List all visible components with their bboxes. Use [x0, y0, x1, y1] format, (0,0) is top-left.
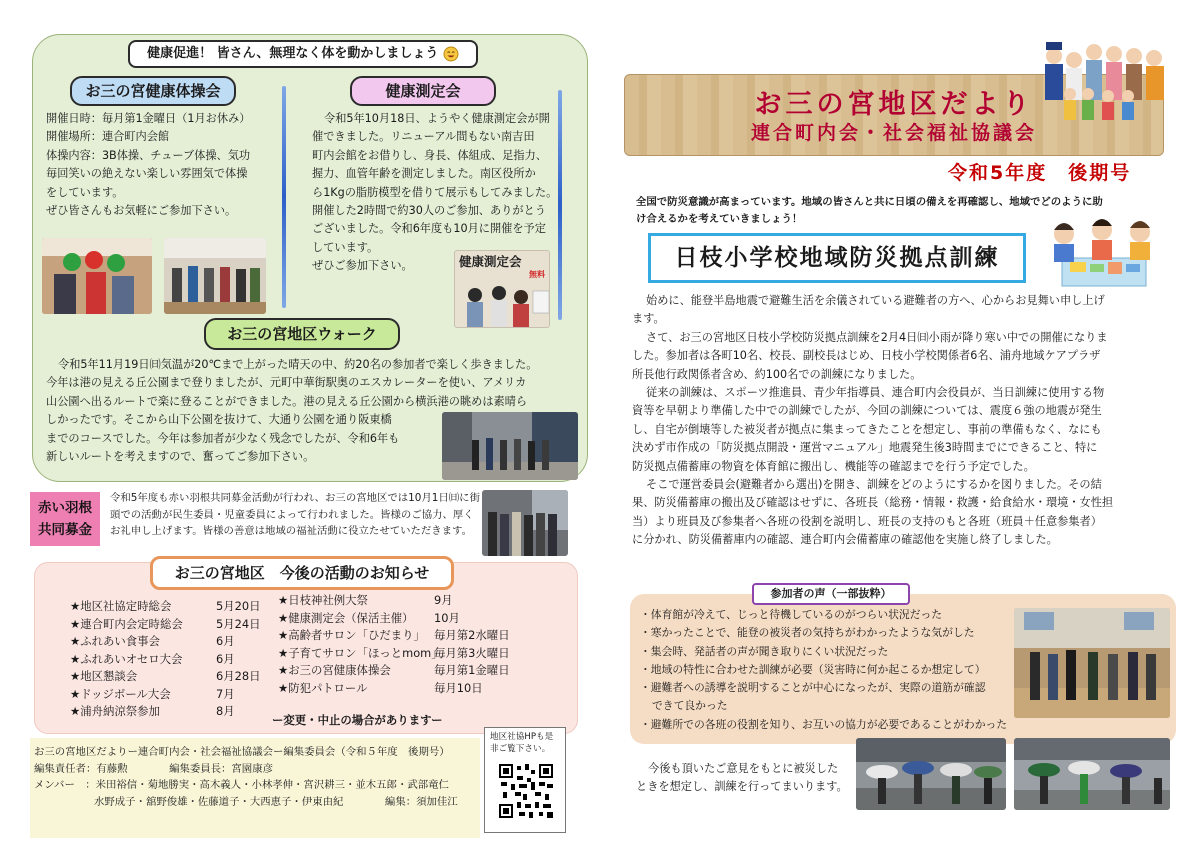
voices-item: ・集会時、発話者の声が聞き取りにくい状況だった: [640, 644, 889, 658]
walk-line: 新しいルートを考えますので、奮ってご参加下さい。: [46, 450, 315, 464]
masthead-subtitle: 連合町内会・社会福祉協議会: [750, 122, 1037, 144]
red-feather-line: お礼申し上げます。皆様の善意は地域の福祉活動に役立たせていただきます。: [110, 525, 473, 538]
schedule-item: ★浦舟納涼祭参加 8月: [70, 704, 235, 718]
qr-caption-line: 地区社協HPも是: [490, 732, 554, 742]
checkup-line: 催できました。リニューアル間もない南吉田: [312, 130, 535, 144]
checkup-photo: [454, 250, 550, 328]
schedule-item: ★連合町内会定時総会 5月24日: [70, 616, 261, 631]
voices-closing-line: ときを想定し、訓練を行ってまいります。: [636, 780, 848, 794]
family-illustration-icon: [1040, 36, 1170, 124]
qr-box: [484, 727, 566, 833]
editorial-line: 水野成子・舘野俊雄・佐藤道子・大西恵子・伊東由紀 編集：須加佳江: [94, 795, 458, 808]
walk-line: 令和5年11月19日㈰気温が20℃まで上がった晴天の中、約20名の参加者で楽しく歩きました。: [58, 358, 538, 371]
editorial-line: お三の宮地区だよりー連合町内会・社会福祉協議会ー編集委員会（令和５年度 後期号）: [34, 746, 450, 758]
health-header: [128, 40, 478, 68]
editorial-line: メンバー ：米田裕信・菊地勝実・高木義人・小林孝伸・宮沢耕三・並木五郎・武部竜仁: [34, 779, 449, 792]
schedule-item: ★高齢者サロン「ひだまり」 毎月第2水曜日: [278, 628, 510, 642]
drill-line: 当）より班員及び参集者へ各班の役割を説明し、班長の支持のもと各班（班員＋任意参集者）: [632, 514, 1102, 528]
schedule-item: ★お三の宮健康体操会 毎月第1金曜日: [278, 663, 510, 677]
drill-line: 資等を早朝より準備した中での訓練でしたが、今回の訓練については、震度６強の地震が発生: [632, 404, 1102, 418]
drill-line: に分かれ、防災備蓄庫内の確認、連合町内会備蓄庫の確認他を実施し終了しました。: [632, 533, 1058, 547]
voices-item: ・地域の特性に合わせた訓練が必要（災害時に何か起こるか想定して）: [640, 662, 986, 676]
drill-line: した。参加者は各町10名、校長、副校長はじめ、日枝小学校関係者6名、浦舟地域ケアプラザ: [632, 349, 1101, 363]
checkup-free-tag: 無料: [529, 270, 545, 279]
red-feather-photo: [482, 490, 568, 556]
schedule-item: ★地区社協定時総会 5月20日: [70, 599, 261, 613]
voices-item: ・寒かったことで、能登の被災者の気持ちがわかったような気がした: [640, 626, 975, 640]
drill-line: ます。: [632, 312, 665, 326]
voices-item: ・体育館が冷えて、じっと待機しているのがつらい状況だった: [640, 608, 943, 621]
exercise-photo-1: [42, 238, 152, 314]
drill-title: 日枝小学校地域防災拠点訓練: [648, 233, 1026, 283]
walk-photo: [442, 412, 578, 480]
divider-line: [282, 86, 286, 308]
drill-line: 決めず市作成の「防災拠点開設・運営マニュアル」地震発生後3時間までにできること、特に: [632, 441, 1098, 455]
drill-line: し、自宅が倒壊等した被災者が拠点に集まってきたことを想定し、事前の準備もなく、なにも: [632, 422, 1102, 436]
masthead-title: お三の宮地区だより: [754, 89, 1034, 120]
walk-line: 山公園へ出るルートで楽に登ることができました。港の見える丘公園から横浜港の眺めは素晴ら: [46, 394, 528, 408]
checkup-line: 握力、血管年齢を測定しました。南区役所か: [312, 167, 536, 181]
editorial-body: [34, 744, 458, 810]
schedule-item: ★地区懇談会 6月28日: [70, 669, 261, 683]
red-feather-label-line: 共同募金: [38, 522, 92, 538]
exercise-line: 開催場所：連合町内会館: [46, 130, 170, 144]
schedule-item: ★ふれあい食事会 6月: [70, 634, 235, 648]
drill-line: 防災拠点備蓄庫の物資を体育館に搬出し、機能等の確認までを行う予定でした。: [632, 459, 1035, 473]
checkup-line: ら1Kgの脂肪模型を借りて展示もしてみました。: [312, 185, 558, 199]
walk-line: までのコースでした。今年は参加者が少なく残念でしたが、令和6年も: [46, 431, 400, 445]
qr-caption: [485, 728, 565, 755]
exercise-title: お三の宮健康体操会: [70, 76, 236, 106]
issue-label: 令和5年度 後期号: [948, 162, 1132, 184]
qr-caption-line: 非ご覧下さい。: [490, 744, 551, 754]
disaster-family-illustration-icon: [1044, 212, 1164, 288]
voices-closing-line: 今後も頂いたご意見をもとに被災した: [648, 762, 839, 775]
schedule-item: ★ドッジボール大会 7月: [70, 686, 235, 701]
checkup-title: 健康測定会: [350, 76, 496, 106]
drill-photo-rain-2: [1014, 738, 1170, 810]
schedule-title: お三の宮地区 今後の活動のお知らせ: [150, 556, 454, 590]
checkup-line: 開催した2時間で約30人のご参加、ありがとう: [312, 204, 546, 218]
schedule-item: ★子育てサロン「ほっとmom」 毎月第3火曜日: [278, 645, 510, 660]
editorial-line: 編集責任者：有藤勲 編集委員長：宮園康彦: [34, 762, 273, 775]
red-feather-line: 令和5年度も赤い羽根共同募金活動が行われ、お三の宮地区では10月1日㈰に街: [110, 492, 480, 504]
drill-photo-rain-1: [856, 738, 1006, 810]
checkup-sign: 健康測定会: [459, 254, 522, 269]
exercise-photo-2: [164, 238, 266, 314]
checkup-line: 町内会館をお借りし、身長、体組成、足指力、: [312, 148, 547, 162]
exercise-line: 開催日時：毎月第1金曜日（1月お休み）: [46, 112, 251, 125]
health-header-text: 健康促進！ 皆さん、無理なく体を動かしましょう: [147, 46, 439, 61]
drill-line: 従来の訓練は、スポーツ推進員、青少年指導員、連合町内会役員が、当日訓練に使用する物: [646, 386, 1105, 400]
schedule-item: ★健康測定会（保活主催） 10月: [278, 610, 460, 625]
drill-intro-line: け合えるかを考えていきましょう！: [636, 212, 803, 225]
checkup-line: 令和5年10月18日、ようやく健康測定会が開: [324, 112, 550, 125]
exercise-line: ぜひ皆さんもお気軽にご参加下さい。: [46, 204, 237, 218]
drill-line: 始めに、能登半島地震で避難生活を余儀されている避難者の方へ、心からお見舞い申し上げ: [646, 294, 1105, 307]
voices-item: ・避難所での各班の役割を知り、お互いの協力が必要であることがわかった: [640, 717, 1008, 731]
exercise-body: [46, 110, 250, 220]
red-feather-label-line: 赤い羽根: [38, 500, 92, 516]
smile-emoji-icon: [443, 46, 459, 62]
drill-line: そこで運営委員会(避難者から選出)を開き、訓練をどのようにするかを図りました。その結: [646, 478, 1102, 492]
drill-intro-line: 全国で防災意識が高まっています。地域の皆さんと共に日頃の備えを再確認し、地域でどのように助: [636, 196, 1103, 208]
walk-line: しかったです。そこから山下公園を抜けて、大通り公園を通り阪東橋: [46, 413, 392, 427]
red-feather-line: 頭での活動が民生委員・児童委員によって行われました。皆様のご協力、厚く: [110, 508, 474, 521]
checkup-line: ございました。令和6年度も10月に開催を予定: [312, 222, 546, 236]
drill-line: 所長他行政関係者含め、約100名での訓練になりました。: [632, 367, 922, 381]
schedule-item: ★ふれあいオセロ大会 6月: [70, 651, 235, 666]
drill-line: さて、お三の宮地区日枝小学校防災拠点訓練を2月4日㈰小雨が降り寒い中での開催になりま: [646, 330, 1108, 344]
red-feather-label: [30, 492, 100, 546]
red-feather-body: [110, 490, 480, 540]
drill-intro: [636, 194, 1103, 227]
drill-body: [632, 292, 1113, 550]
schedule-item: ★日枝神社例大祭 9月: [278, 593, 453, 607]
schedule-item: ★防犯パトロール 毎月10日: [278, 680, 483, 695]
schedule-note: ー変更・中止の場合がありますー: [272, 713, 443, 727]
walk-title: お三の宮地区ウォーク: [204, 318, 400, 350]
exercise-line: をしています。: [46, 185, 124, 199]
walk-line: 今年は港の見える丘公園まで登りましたが、元町中華街駅奥のエスカレーターを使い、アメリカ: [46, 376, 527, 390]
checkup-line: ぜひご参加下さい。: [312, 259, 413, 273]
exercise-line: 毎回笑いの絶えない楽しい雰囲気で体操: [46, 167, 248, 181]
checkup-line: しています。: [312, 240, 379, 254]
voices-item: ・避難者への誘導を説明することが中心になったが、実際の道筋が確認: [640, 681, 986, 695]
voices-list: [640, 606, 1007, 734]
voices-item: できて良かった: [652, 699, 728, 713]
drill-photo-gym: [1014, 608, 1170, 718]
drill-line: 果、防災備蓄庫の搬出及び確認はせずに、各班長（総務・情報・救護・給食給水・環境・女性担: [632, 496, 1114, 510]
exercise-line: 体操内容：3B体操、チューブ体操、気功: [46, 148, 251, 162]
qr-code-icon[interactable]: [497, 762, 555, 820]
divider-line: [558, 90, 562, 320]
voices-title: 参加者の声（一部抜粋）: [752, 583, 910, 605]
voices-closing: [636, 760, 848, 797]
